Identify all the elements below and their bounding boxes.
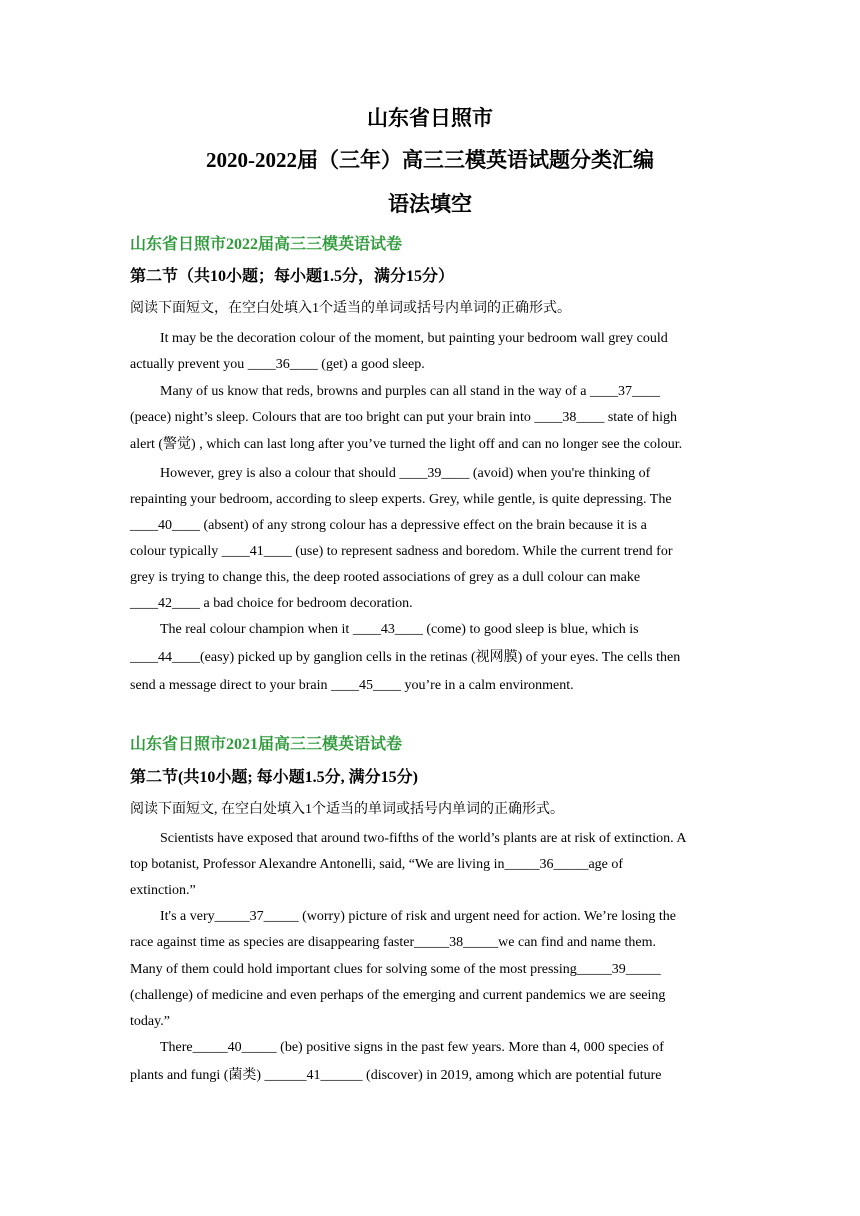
passage-line	[130, 986, 665, 1006]
passage-text: grey is trying to change this, the deep rooted associations of grey as a dull colour can make	[130, 570, 641, 585]
answer-blank: ____40____	[130, 518, 200, 533]
passage-line	[160, 907, 676, 927]
passage-line	[130, 594, 413, 614]
passage-line	[160, 829, 686, 849]
passage-line	[160, 620, 639, 640]
answer-blank: _____36_____	[504, 857, 589, 872]
answer-blank: ____38____	[534, 410, 605, 425]
passage-line	[130, 855, 623, 875]
answer-blank: ____36____	[247, 357, 318, 372]
instruction-2021: 阅读下面短文, 在空白处填入1个适当的单词或括号内单词的正确形式。	[130, 802, 564, 817]
passage-line	[130, 1066, 662, 1086]
passage-text: plants and fungi (菌类)	[130, 1068, 265, 1083]
passage-text: It may be the decoration colour of the moment, but painting your bedroom wall grey could	[160, 331, 668, 346]
passage-line	[130, 933, 656, 953]
passage-text: alert (警觉) , which can last long after you’ve turned the light off and can no longer see the colour.	[130, 437, 683, 452]
passage-text: Many of us know that reds, browns and purples can all stand in the way of a	[160, 384, 591, 399]
answer-blank: ____45____	[331, 678, 401, 693]
passage-text: a bad choice for bedroom decoration.	[200, 596, 413, 611]
passage-text: However, grey is also a colour that should	[160, 466, 400, 481]
answer-blank: ____44____	[130, 650, 200, 665]
document-subtitle: 语法填空	[388, 192, 472, 216]
passage-text: today.”	[130, 1014, 170, 1029]
passage-text: (discover) in 2019, among which are potential future	[362, 1068, 662, 1083]
passage-text: (challenge) of medicine and even perhaps of the emerging and current pandemics we are seeing	[130, 988, 666, 1003]
passage-text: (use) to represent sadness and boredom. While the current trend for	[291, 544, 673, 559]
passage-text: colour typically	[130, 544, 222, 559]
passage-text: age of	[588, 857, 624, 872]
passage-line	[130, 516, 647, 536]
passage-text: (get) a good sleep.	[317, 357, 425, 372]
passage-text: (easy) picked up by ganglion cells in the retinas (视网膜) of your eyes. The cells then	[200, 650, 681, 665]
passage-line	[160, 382, 660, 402]
document-title-region: 山东省日照市	[367, 106, 493, 130]
passage-text: The real colour champion when it	[160, 622, 353, 637]
document-title: 2020-2022届（三年）高三三模英语试题分类汇编	[206, 148, 654, 172]
passage-text: top botanist, Professor Alexandre Antonelli, said, “We are living in	[130, 857, 505, 872]
answer-blank: _____39_____	[576, 962, 661, 977]
answer-blank: ______41______	[264, 1068, 363, 1083]
instruction-2022: 阅读下面短文，在空白处填入1个适当的单词或括号内单词的正确形式。	[130, 301, 571, 316]
answer-blank: ____41____	[221, 544, 292, 559]
passage-text: Scientists have exposed that around two-fifths of the world’s plants are at risk of extinction. A	[160, 831, 687, 846]
passage-line	[130, 542, 673, 562]
answer-blank: ____43____	[352, 622, 423, 637]
answer-blank: _____37_____	[214, 909, 299, 924]
passage-text: There	[160, 1040, 193, 1055]
passage-line	[130, 568, 640, 588]
passage-line	[130, 1012, 170, 1032]
passage-text: (be) positive signs in the past few years. More than 4, 000 species of	[276, 1040, 664, 1055]
passage-line	[160, 329, 668, 349]
passage-line	[130, 408, 677, 428]
part-heading-2021: 第二节(共10小题; 每小题1.5分, 满分15分)	[130, 769, 418, 786]
passage-text: state of high	[604, 410, 678, 425]
passage-text: we can find and name them.	[498, 935, 656, 950]
passage-text: It's a very	[160, 909, 215, 924]
passage-line	[130, 648, 680, 668]
passage-text: extinction.”	[130, 883, 196, 898]
passage-line	[130, 355, 425, 375]
passage-line	[160, 1038, 664, 1058]
passage-line	[130, 490, 672, 510]
passage-text: (avoid) when you're thinking of	[469, 466, 651, 481]
passage-text: (absent) of any strong colour has a depressive effect on the brain because it is a	[200, 518, 647, 533]
passage-text: send a message direct to your brain	[130, 678, 331, 693]
passage-text: race against time as species are disappearing faster	[130, 935, 415, 950]
part-heading-2022: 第二节（共10小题；每小题1.5分，满分15分）	[130, 268, 455, 285]
passage-text: you’re in a calm environment.	[401, 678, 574, 693]
passage-line	[130, 676, 574, 696]
answer-blank: _____40_____	[192, 1040, 277, 1055]
passage-text: (come) to good sleep is blue, which is	[422, 622, 639, 637]
passage-text: actually prevent you	[130, 357, 248, 372]
passage-line	[160, 464, 650, 484]
passage-line	[130, 881, 196, 901]
passage-text: (worry) picture of risk and urgent need for action. We’re losing the	[298, 909, 677, 924]
passage-text: (peace) night’s sleep. Colours that are too bright can put your brain into	[130, 410, 535, 425]
section-heading-2021: 山东省日照市2021届高三三模英语试卷	[130, 736, 403, 753]
answer-blank: ____37____	[590, 384, 661, 399]
answer-blank: _____38_____	[414, 935, 499, 950]
passage-text: repainting your bedroom, according to sleep experts. Grey, while gentle, is quite depressing. The	[130, 492, 672, 507]
passage-line	[130, 960, 661, 980]
passage-text: Many of them could hold important clues for solving some of the most pressing	[130, 962, 577, 977]
answer-blank: ____39____	[399, 466, 470, 481]
passage-line	[130, 435, 682, 455]
section-heading-2022: 山东省日照市2022届高三三模英语试卷	[130, 236, 403, 253]
answer-blank: ____42____	[130, 596, 200, 611]
